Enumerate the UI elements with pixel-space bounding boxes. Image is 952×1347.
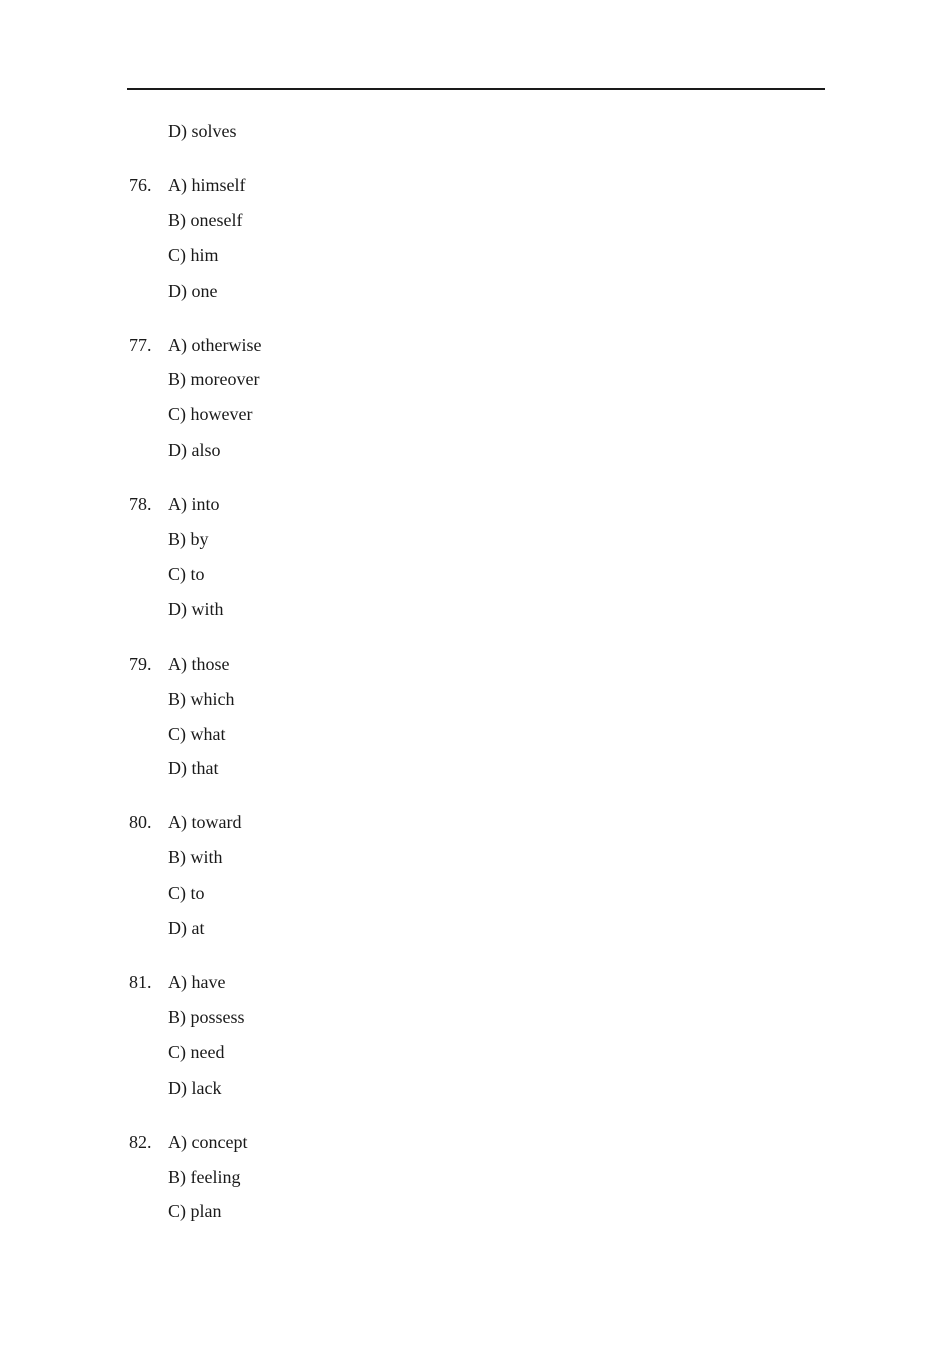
option-item: C) him — [168, 245, 219, 265]
option-item: C) plan — [168, 1201, 222, 1221]
option-item: C) to — [168, 564, 205, 584]
option-item: B) moreover — [168, 369, 260, 389]
option-item: C) however — [168, 404, 253, 424]
option-item: A) otherwise — [168, 335, 262, 355]
option-item: C) to — [168, 883, 205, 903]
option-item: D) with — [168, 599, 224, 619]
question-number: 77. — [129, 335, 152, 355]
option-item: B) with — [168, 847, 223, 867]
option-item: B) possess — [168, 1007, 245, 1027]
option-item: A) toward — [168, 812, 242, 832]
option-item: B) which — [168, 689, 235, 709]
question-number: 82. — [129, 1132, 152, 1152]
option-item: A) into — [168, 494, 220, 514]
option-item: A) have — [168, 972, 226, 992]
option-item: D) that — [168, 758, 219, 778]
question-number: 79. — [129, 654, 152, 674]
option-item: D) one — [168, 281, 218, 301]
question-number: 76. — [129, 175, 152, 195]
option-item: B) oneself — [168, 210, 243, 230]
question-number: 78. — [129, 494, 152, 514]
option-item: A) concept — [168, 1132, 248, 1152]
option-item: D) lack — [168, 1078, 222, 1098]
question-number: 80. — [129, 812, 152, 832]
option-item: A) those — [168, 654, 230, 674]
option-item: B) by — [168, 529, 209, 549]
option-item: D) at — [168, 918, 205, 938]
question-number: 81. — [129, 972, 152, 992]
option-item: C) what — [168, 724, 226, 744]
option-item: D) also — [168, 440, 221, 460]
option-item: B) feeling — [168, 1167, 241, 1187]
option-item: A) himself — [168, 175, 246, 195]
option-item: D) solves — [168, 121, 237, 141]
option-item: C) need — [168, 1042, 225, 1062]
header-rule — [127, 88, 825, 90]
